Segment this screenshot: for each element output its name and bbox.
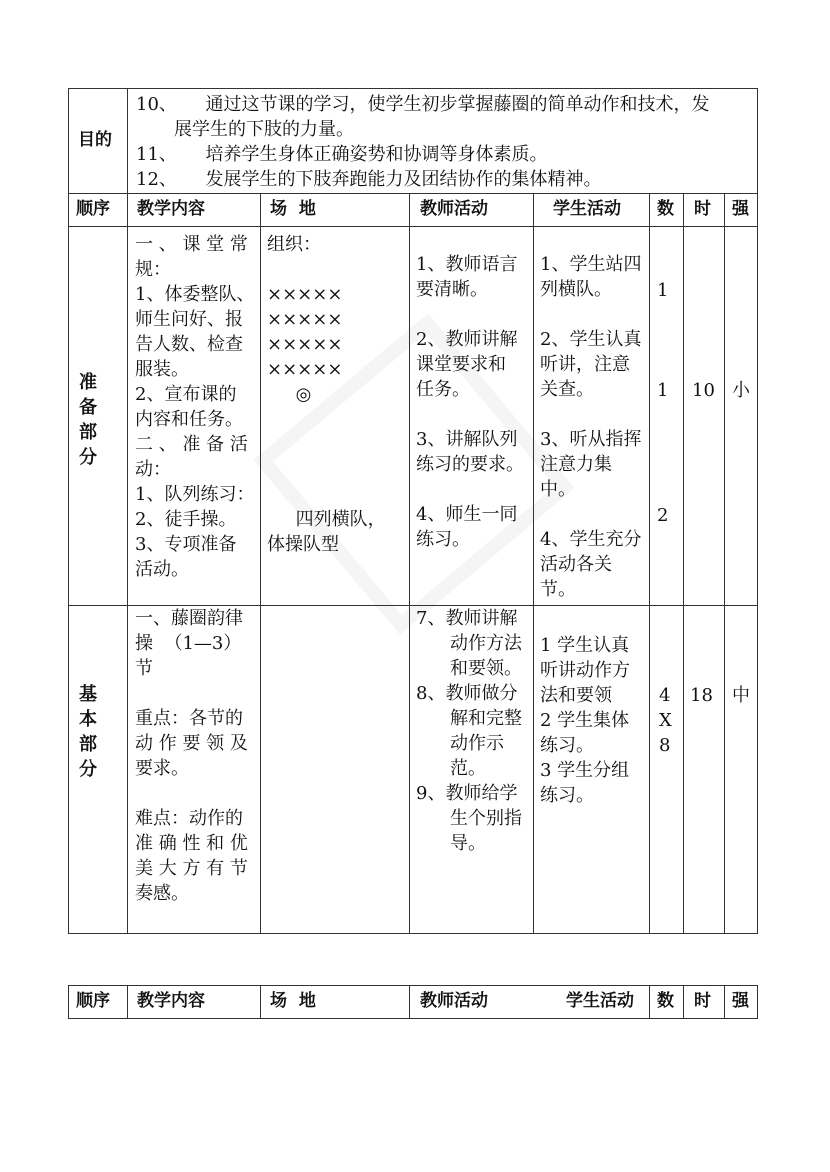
- prep-count-3: 2: [657, 505, 669, 526]
- text-line: ◎: [267, 384, 312, 405]
- basic-intensity: 中: [732, 685, 750, 706]
- text-line: 4: [659, 685, 671, 706]
- text-line: 要求。: [135, 758, 189, 779]
- text-line: 内容和任务。: [135, 409, 243, 430]
- text-line: 告人数、检查: [135, 334, 243, 355]
- text-line: 9、教师给学: [416, 783, 518, 804]
- text-line: 4、学生充分: [540, 529, 642, 550]
- text-line: 1 学生认真: [540, 635, 630, 656]
- text-line: 课堂要求和: [416, 354, 506, 375]
- basic-teacher: [416, 606, 522, 856]
- text-line: 听讲，注意: [540, 354, 630, 375]
- text-line: 3、专项准备: [135, 534, 237, 555]
- basic-label: [73, 682, 103, 782]
- text-line: 一、藤圈韵律: [135, 608, 243, 629]
- text-line: 7、教师讲解: [416, 608, 518, 629]
- objectives-text: [136, 92, 710, 192]
- text-line: 4、师生一同: [416, 504, 518, 525]
- text-line: 关查。: [540, 379, 594, 400]
- text-line: 本: [79, 709, 97, 730]
- text-line: [540, 302, 641, 327]
- text-line: 法和要领: [540, 685, 612, 706]
- header-content: 教学内容: [137, 199, 205, 219]
- text-line: 12、 发展学生的下肢奔跑能力及团结协作的集体精神。: [136, 169, 602, 190]
- basic-time: 18: [690, 685, 713, 706]
- text-line: [135, 781, 248, 806]
- text-line: [267, 432, 386, 457]
- text-line: [416, 477, 524, 502]
- text-line: 1、体委整队、: [135, 284, 255, 305]
- text-line: 导。: [450, 833, 486, 854]
- text-line: 3、听从指挥: [540, 429, 642, 450]
- text-line: 列横队。: [540, 279, 612, 300]
- text-line: 活动各关: [540, 554, 612, 575]
- text-line: 范。: [450, 758, 486, 779]
- prep-count-1: 1: [657, 280, 669, 301]
- header-intensity: 强: [732, 199, 749, 219]
- text-line: [540, 402, 641, 427]
- text-line: 准: [79, 372, 97, 393]
- text-line: 3、讲解队列: [416, 429, 518, 450]
- text-line: 动：: [135, 459, 171, 480]
- text-line: [267, 457, 386, 482]
- text-line: 师生问好、报: [135, 309, 243, 330]
- header2-intensity: 强: [732, 991, 749, 1011]
- header2-student: 学生活动: [566, 991, 634, 1011]
- text-line: 奏感。: [135, 883, 189, 904]
- text-line: 组织：: [267, 234, 321, 255]
- basic-count: [659, 683, 672, 758]
- text-line: 部: [79, 734, 97, 755]
- prep-label: [73, 370, 103, 470]
- text-line: 节。: [540, 579, 576, 600]
- prep-time: 10: [692, 380, 715, 401]
- prep-teacher: [416, 252, 524, 552]
- text-line: 四列横队，: [267, 509, 386, 530]
- text-line: 分: [79, 759, 97, 780]
- text-line: 部: [79, 422, 97, 443]
- text-line: 练习。: [540, 785, 594, 806]
- header-teacher: 教师活动: [420, 199, 488, 219]
- text-line: 1、教师语言: [416, 254, 518, 275]
- text-line: 1、学生站四: [540, 254, 642, 275]
- prep-content: [135, 232, 254, 582]
- header-order: 顺序: [76, 199, 110, 219]
- text-line: [267, 257, 386, 282]
- text-line: 1、队列练习：: [135, 484, 255, 505]
- text-line: 任务。: [416, 379, 470, 400]
- prep-intensity: 小: [732, 380, 750, 401]
- text-line: 听讲动作方: [540, 660, 630, 681]
- text-line: 服装。: [135, 359, 189, 380]
- text-line: 备: [79, 397, 97, 418]
- prep-student: [540, 252, 641, 602]
- header-count: 数: [657, 199, 674, 219]
- text-line: 2、宣布课的: [135, 384, 237, 405]
- text-line: ×××××: [267, 284, 343, 305]
- header-field: 场 地: [270, 199, 316, 219]
- text-line: [416, 402, 524, 427]
- text-line: [267, 482, 386, 507]
- prep-count-2: 1: [657, 380, 669, 401]
- text-line: 练习的要求。: [416, 454, 524, 475]
- header-time: 时: [694, 199, 711, 219]
- text-line: 节: [135, 658, 153, 679]
- text-line: 规：: [135, 259, 171, 280]
- basic-content: [135, 606, 248, 906]
- text-line: [135, 681, 248, 706]
- text-line: 分: [79, 447, 97, 468]
- text-line: 动作示: [450, 733, 504, 754]
- text-line: 要清晰。: [416, 279, 488, 300]
- text-line: 基: [79, 684, 97, 705]
- text-line: 11、 培养学生身体正确姿势和协调等身体素质。: [136, 144, 548, 165]
- text-line: 二 、 准 备 活: [135, 434, 248, 455]
- text-line: 注意力集: [540, 454, 612, 475]
- header2-teacher: 教师活动: [420, 991, 488, 1011]
- header2-field: 场 地: [270, 991, 316, 1011]
- text-line: 活动。: [135, 559, 189, 580]
- text-line: 中。: [540, 479, 576, 500]
- text-line: 美 大 方 有 节: [135, 858, 248, 879]
- text-line: ×××××: [267, 359, 343, 380]
- text-line: 准 确 性 和 优: [135, 833, 248, 854]
- text-line: 一 、 课 堂 常: [135, 234, 248, 255]
- text-line: 8: [659, 735, 671, 756]
- text-line: 操 （1—3）: [135, 633, 242, 654]
- text-line: 练习。: [540, 735, 594, 756]
- text-line: 2、徒手操。: [135, 509, 237, 530]
- text-line: 难点：动作的: [135, 808, 243, 829]
- text-line: 练习。: [416, 529, 470, 550]
- text-line: 重点：各节的: [135, 708, 243, 729]
- text-line: 和要领。: [450, 658, 522, 679]
- text-line: 动作方法: [450, 633, 522, 654]
- header2-order: 顺序: [76, 991, 110, 1011]
- text-line: ×××××: [267, 309, 343, 330]
- text-line: 3 学生分组: [540, 760, 630, 781]
- text-line: 体操队型: [267, 534, 339, 555]
- objectives-label: 目的: [78, 130, 112, 150]
- header2-count: 数: [657, 991, 674, 1011]
- text-line: 动 作 要 领 及: [135, 733, 248, 754]
- text-line: ×××××: [267, 334, 343, 355]
- basic-student: [540, 633, 630, 808]
- text-line: X: [659, 710, 672, 731]
- text-line: 生个别指: [450, 808, 522, 829]
- text-line: 展学生的下肢的力量。: [174, 119, 354, 140]
- header-student: 学生活动: [553, 199, 621, 219]
- header2-time: 时: [694, 991, 711, 1011]
- text-line: 2 学生集体: [540, 710, 630, 731]
- header2-content: 教学内容: [137, 991, 205, 1011]
- prep-field: [267, 232, 386, 557]
- text-line: 2、教师讲解: [416, 329, 518, 350]
- text-line: 8、教师做分: [416, 683, 518, 704]
- text-line: 2、学生认真: [540, 329, 642, 350]
- text-line: 解和完整: [450, 708, 522, 729]
- text-line: [267, 407, 386, 432]
- text-line: [540, 502, 641, 527]
- text-line: [416, 302, 524, 327]
- text-line: 10、 通过这节课的学习，使学生初步掌握藤圈的简单动作和技术，发: [136, 94, 710, 115]
